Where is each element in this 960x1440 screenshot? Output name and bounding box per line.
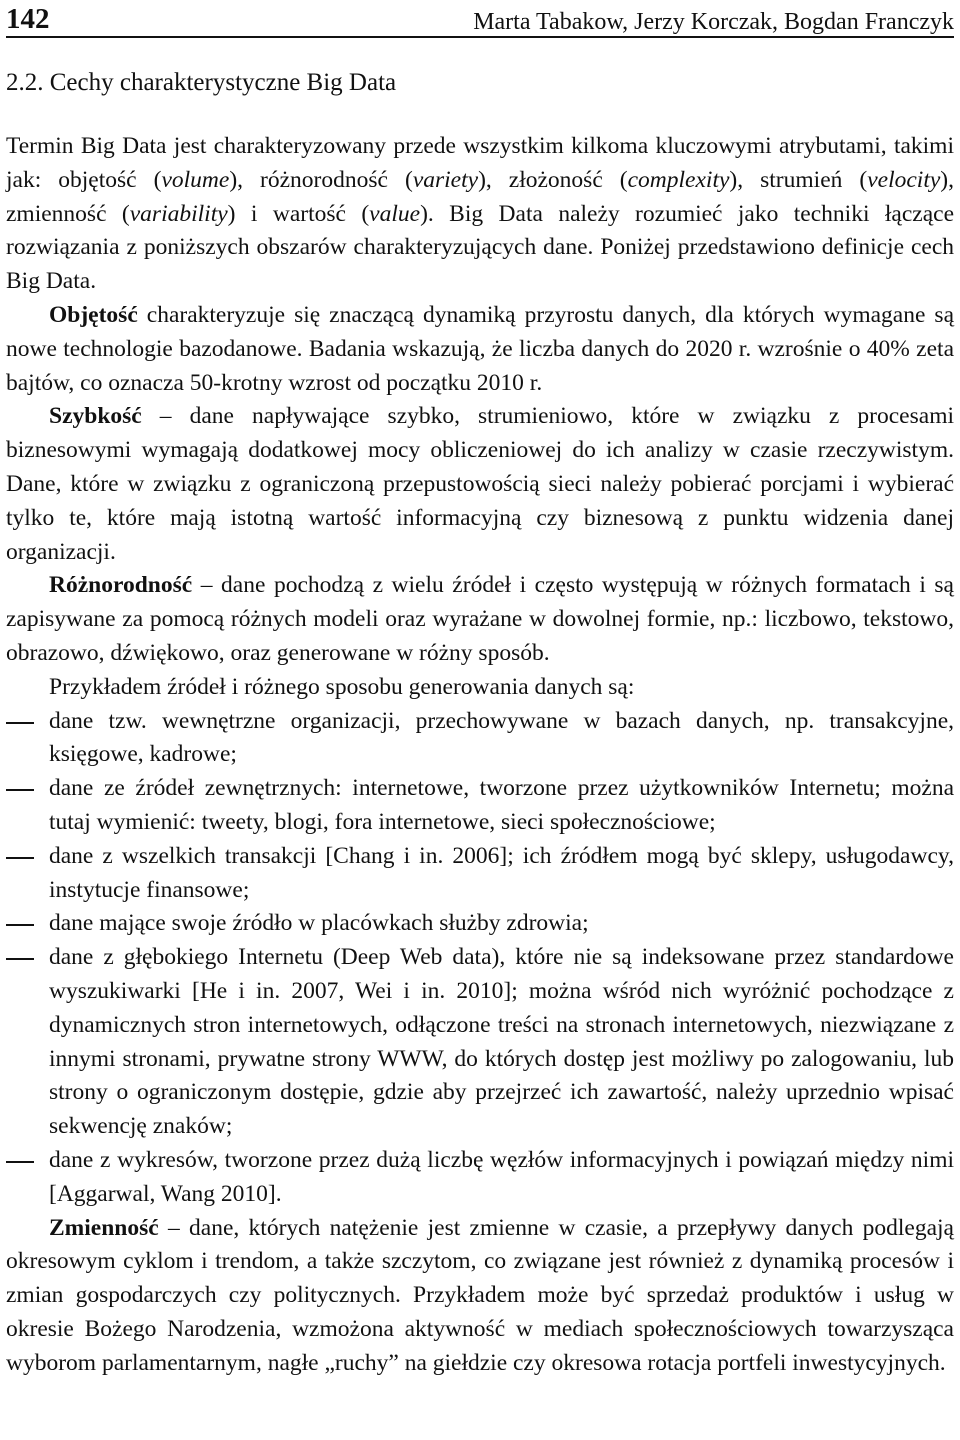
sources-list xyxy=(6,705,954,1212)
dash-bullet-icon xyxy=(6,924,34,926)
section-number: 2.2. xyxy=(6,69,44,96)
objetosc-paragraph: Objętość charakteryzuje się znaczącą dynamiką przyrostu danych, dla których wymagane są nowe technologie bazodanowe. Badania wskazują, że liczba danych do 2020 r. wzrośnie o 40% zeta bajtów, co oznacza 50-krotny wzrost od początku 2010 r. xyxy=(6,301,954,396)
page-header xyxy=(6,0,954,38)
running-head-authors: Marta Tabakow, Jerzy Korczak, Bogdan Franczyk xyxy=(473,9,954,35)
list-item: dane z głębokiego Internetu (Deep Web data), które nie są indeksowane przez standardowe wyszukiwarki [He i in. 2007, Wei i in. 2010]; można wśród nich wyróżnić pochodzące z dynamicznych stron internetowych, odłączone treści na stronach internetowych, niezwiązane z innymi stronami, prywatne strony WWW, do których dostęp jest możliwy po zalogowaniu, lub strony o ograniczonym dostępie, gdzie aby przejrzeć ich zawartość, należy uprzednio wpisać sekwencję znaków; xyxy=(6,941,954,1144)
dash-bullet-icon xyxy=(6,857,34,859)
zmiennosc-paragraph: Zmienność – dane, których natężenie jest zmienne w czasie, a przepływy danych podlegają okresowym cyklom i trendom, a także szczytom, co związane jest również z dynamiką procesów i zmian gospodarczych czy politycznych. Przykładem może być sprzedaż produktów i usług w okresie Bożego Narodzenia, wzmożona aktywność w mediach społecznościowych towarzysząca wyborom parlamentarnym, nagłe „ruchy” na giełdzie czy okresowa rotacja portfeli inwestycyjnych. xyxy=(6,1214,954,1376)
roznorodnosc-paragraph: Różnorodność – dane pochodzą z wielu źródeł i często występują w różnych formatach i są zapisywane za pomocą różnych modeli oraz wyrażane w dowolnej formie, np.: liczbowo, tekstowo, obrazowo, dźwiękowo, oraz generowane w różny sposób. xyxy=(6,572,954,666)
term-szybkosc: Szybkość xyxy=(49,403,142,430)
body-text xyxy=(6,130,954,1380)
dash-bullet-icon xyxy=(6,789,34,791)
intro-paragraph: Termin Big Data jest charakteryzowany przede wszystkim kilkoma kluczowymi atrybutami, takimi jak: objętość (volume), różnorodność (variety), złożoność (complexity), strumień (velocity), zmienność (variability) i wartość (value). Big Data należy rozumieć jako techniki łączące rozwiązania z poniższych obszarów charakteryzujących dane. Poniżej przedstawiono definicje cech Big Data. xyxy=(6,133,955,295)
list-item: dane mające swoje źródło w placówkach służby zdrowia; xyxy=(6,907,954,941)
list-item: dane ze źródeł zewnętrznych: internetowe, tworzone przez użytkowników Internetu; można tutaj wymienić: tweety, blogi, fora internetowe, sieci społecznościowe; xyxy=(6,772,954,840)
section-heading xyxy=(6,66,396,100)
dash-bullet-icon xyxy=(6,958,34,960)
list-item: dane z wszelkich transakcji [Chang i in. 2006]; ich źródłem mogą być sklepy, usługodawcy, instytucje finansowe; xyxy=(6,840,954,908)
term-zmiennosc: Zmienność xyxy=(49,1214,159,1241)
page-number: 142 xyxy=(6,3,50,35)
term-roznorodnosc: Różnorodność xyxy=(49,572,193,599)
section-title: Cechy charakterystyczne Big Data xyxy=(49,69,397,96)
dash-bullet-icon xyxy=(6,1161,34,1163)
dash-bullet-icon xyxy=(6,722,34,724)
sources-intro: Przykładem źródeł i różnego sposobu generowania danych są: xyxy=(49,673,635,700)
list-item: dane tzw. wewnętrzne organizacji, przechowywane w bazach danych, np. transakcyjne, księgowe, kadrowe; xyxy=(6,705,954,773)
szybkosc-paragraph: Szybkość – dane napływające szybko, strumieniowo, które w związku z procesami biznesowymi wymagają dodatkowej mocy obliczeniowej do ich analizy w czasie rzeczywistym. Dane, które w związku z ograniczoną przepustowością sieci należy pobierać porcjami i wybierać tylko te, które mają istotną wartość informacyjną czy biznesową z punktu widzenia danej organizacji. xyxy=(6,403,954,565)
term-objetosc: Objętość xyxy=(49,301,138,328)
list-item: dane z wykresów, tworzone przez dużą liczbę węzłów informacyjnych i powiązań między nimi [Aggarwal, Wang 2010]. xyxy=(6,1144,954,1212)
